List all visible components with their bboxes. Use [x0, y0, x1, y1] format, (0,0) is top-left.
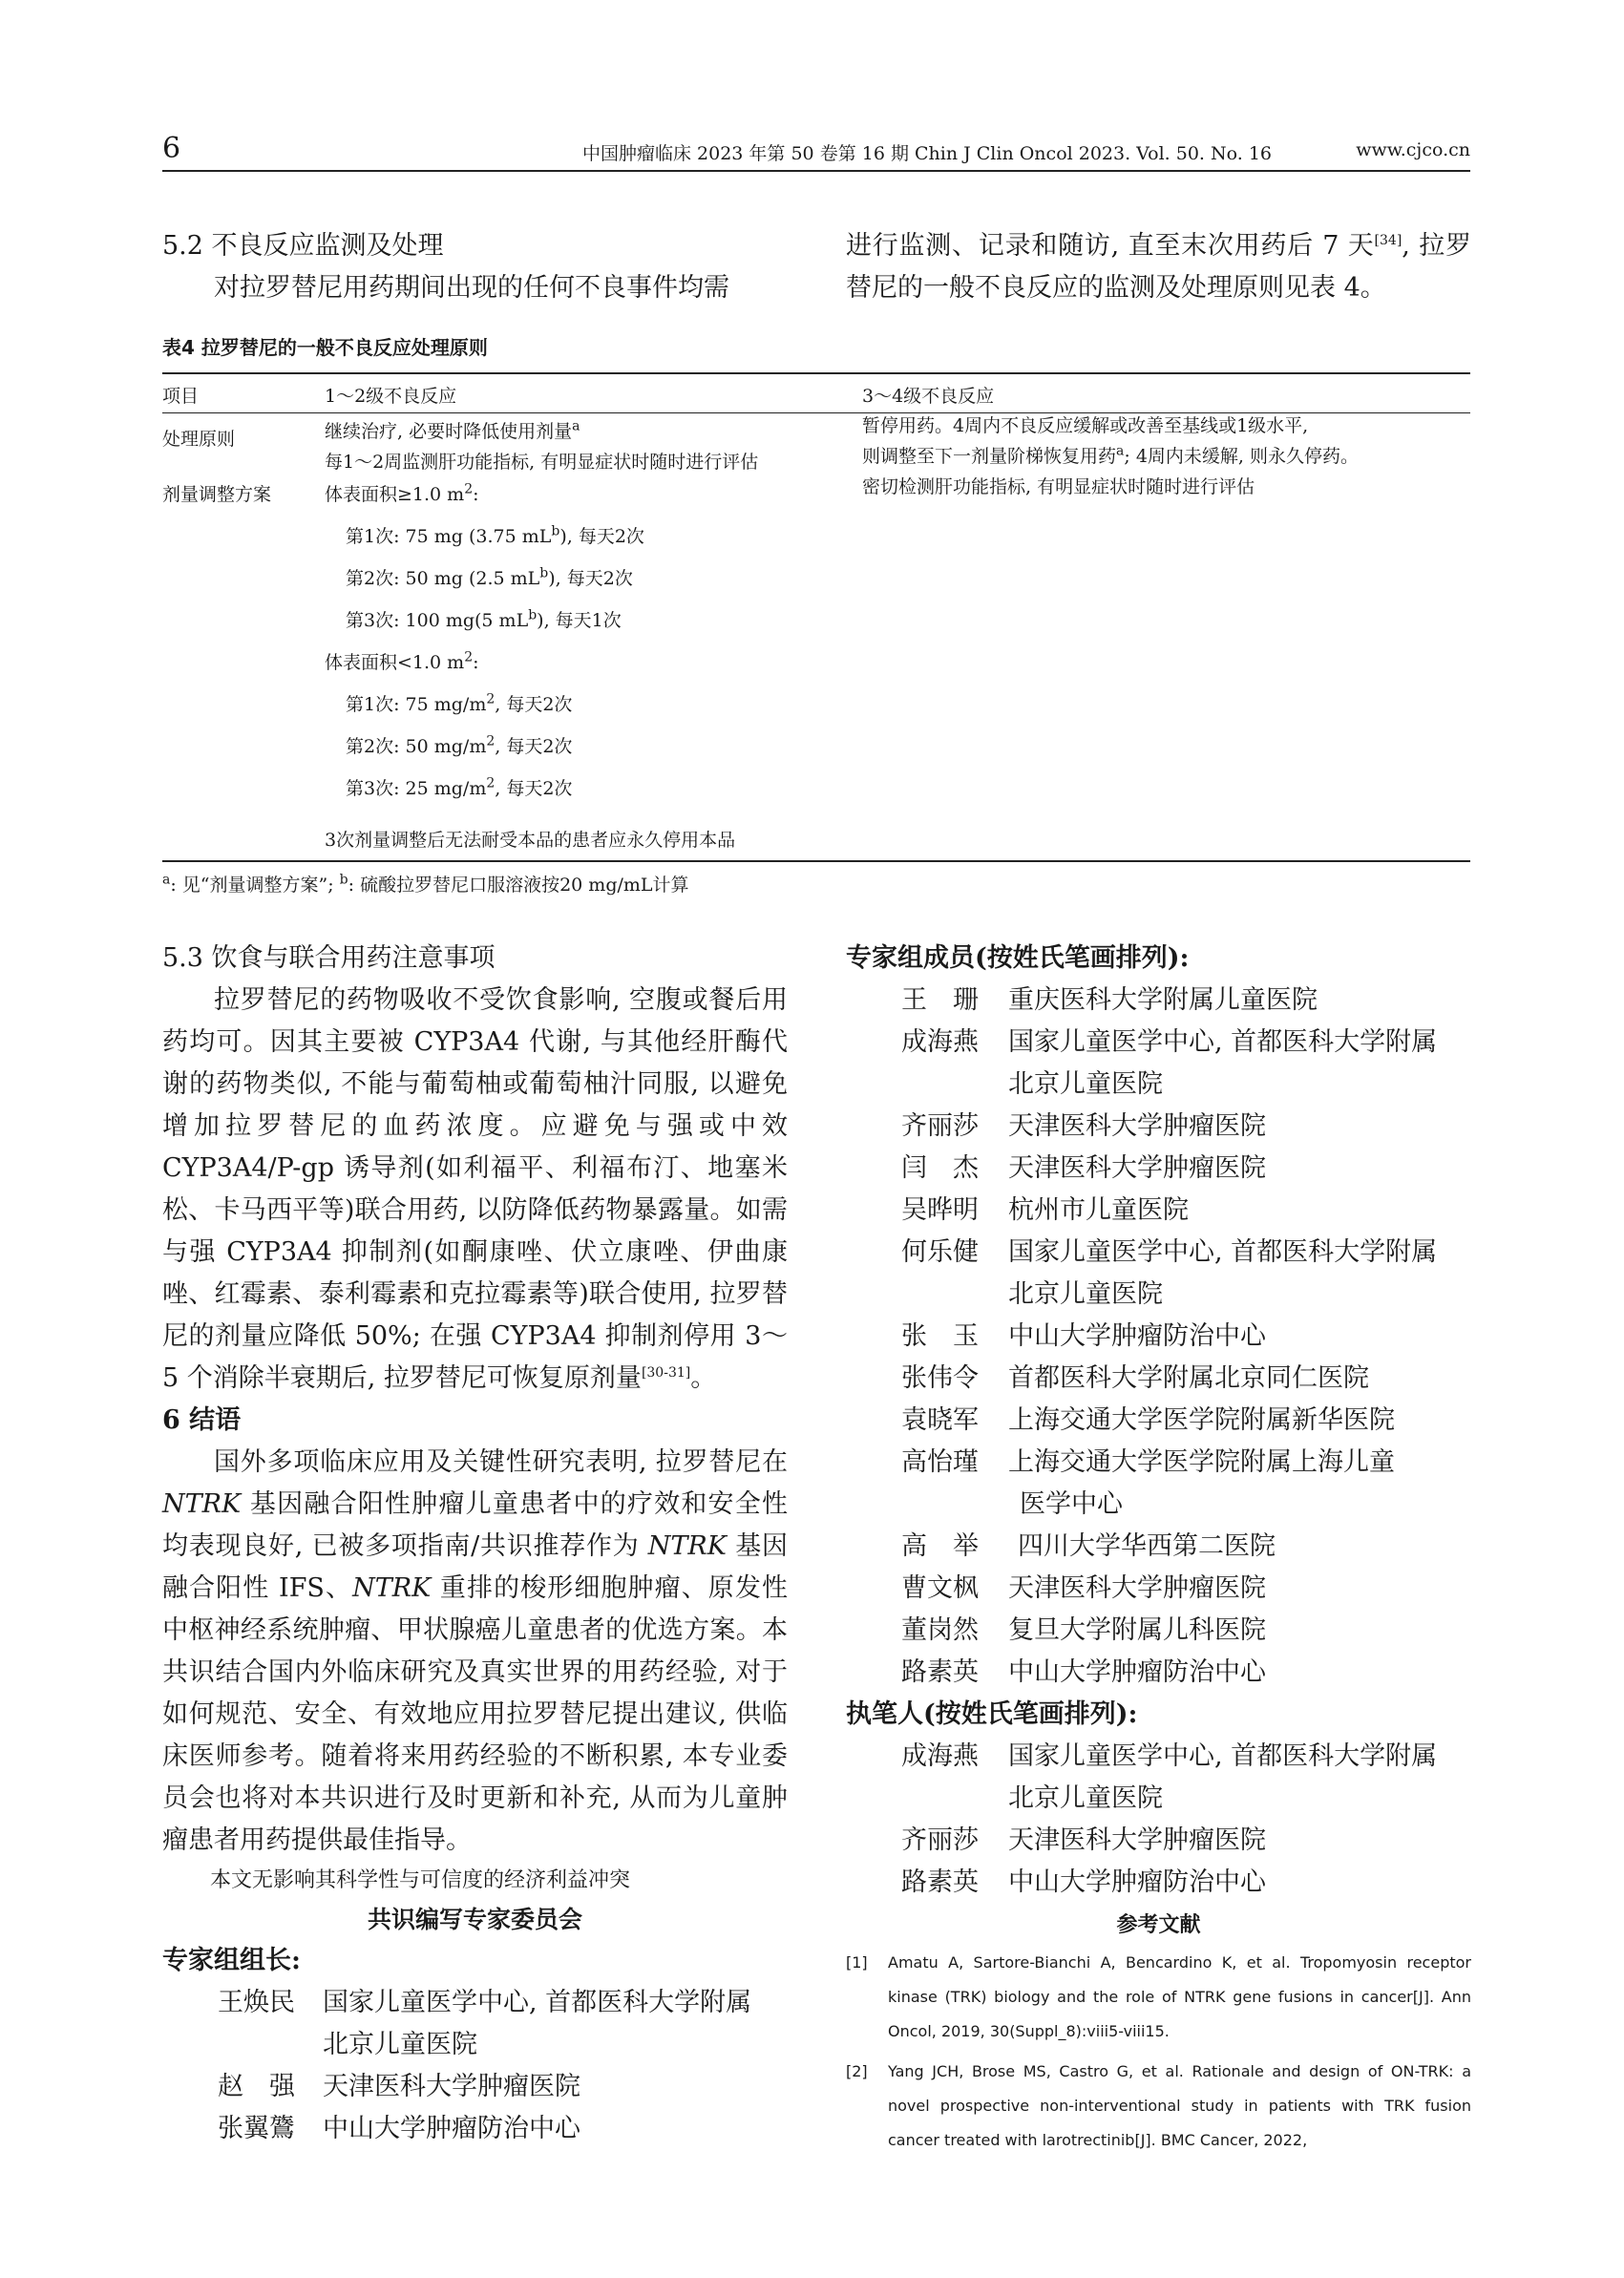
journal-citation: 中国肿瘤临床 2023 年第 50 卷第 16 期 Chin J Clin Oncol 2023. Vol. 50. No. 16: [582, 143, 1272, 164]
column-header: 3～4级不良反应: [862, 386, 995, 407]
writers-heading: 执笔人(按姓氏笔画排列):: [846, 1699, 1138, 1729]
table-cell: 第2次: 50 $mg/m^2$, 每天2次: [346, 733, 573, 757]
reference-item: [2] Yang JCH, Brose MS, Castro G, et al. Rationale and design of ON-TRK: a novel prospective non-interventional study in patients with TRK fusion cancer treated with larotrectinib[J]. BMC Cancer, 2022,: [846, 2062, 1471, 2149]
member-entry: 曹文枫 天津医科大学肿瘤医院: [901, 1573, 1266, 1603]
table-cell: 体表面积<1.0 $m^2$:: [325, 649, 479, 673]
table-cell: 第3次: 25 $mg/m^2$, 每天2次: [346, 775, 573, 799]
references-heading: 参考文献: [1116, 1912, 1201, 1937]
table-cell: 暂停用药。4周内不良反应缓解或改善至基线或1级水平,: [862, 415, 1309, 436]
member-entry: 齐丽莎 天津医科大学肿瘤医院: [901, 1111, 1266, 1141]
table-footnote: $^a$: 见“剂量调整方案”; $^b$: 硫酸拉罗替尼口服溶液按20 mg/mL计算: [162, 872, 689, 896]
table-cell: 第2次: 50 mg (2.5 $mL^b$), 每天2次: [346, 565, 633, 589]
section-heading-6: 6 结语: [162, 1405, 242, 1435]
section-5-2-right: [846, 225, 1471, 309]
table-cell: 3次剂量调整后无法耐受本品的患者应永久停用本品: [325, 830, 736, 851]
writer-entry: 成海燕 国家儿童医学中心, 首都医科大学附属: [901, 1741, 1438, 1771]
writer-entry: 齐丽莎 天津医科大学肿瘤医院: [901, 1825, 1266, 1855]
leader-entry: 张翼鷟 中山大学肿瘤防治中心: [218, 2114, 580, 2143]
row-label: 处理原则: [162, 429, 236, 450]
section-heading-5-3: 5.3 饮食与联合用药注意事项: [162, 943, 496, 973]
table-cell: 密切检测肝功能指标, 有明显症状时随时进行评估: [862, 476, 1255, 497]
member-entry: 高 举 四川大学华西第二医院: [901, 1531, 1276, 1561]
member-entry: 吴晔明 杭州市儿童医院: [901, 1195, 1189, 1225]
section-5-2-left: [162, 225, 788, 309]
leaders-heading: 专家组组长:: [162, 1946, 301, 1975]
member-entry-cont: 北京儿童医院: [1008, 1069, 1163, 1099]
citation[interactable]: [30-31]: [641, 1365, 691, 1381]
column-header: 项目: [162, 386, 200, 407]
member-entry: 董岗然 复旦大学附属儿科医院: [901, 1615, 1266, 1645]
citation[interactable]: [34]: [1374, 233, 1403, 248]
member-entry-cont: 医学中心: [1020, 1489, 1123, 1519]
running-header: [162, 132, 1470, 172]
journal-url: www.cjco.cn: [1356, 139, 1470, 160]
table-cell: 第1次: 75 $mg/m^2$, 每天2次: [346, 691, 573, 715]
member-entry: 张伟令 首都医科大学附属北京同仁医院: [901, 1363, 1369, 1393]
table-header-row: [162, 374, 1470, 413]
leader-entry-cont: 北京儿童医院: [323, 2030, 477, 2059]
paragraph: 国外多项临床应用及关键性研究表明, 拉罗替尼在 NTRK 基因融合阳性肿瘤儿童患者中的疗效和安全性均表现良好, 已被多项指南/共识推荐作为 NTRK 基因融合阳性 IFS、NTRK 重排的梭形细胞肿瘤、原发性中枢神经系统肿瘤、甲状腺癌儿童患者的优选方案。本共识结合国内外临床研究及真实世界的用药经验, 对于如何规范、安全、有效地应用拉罗替尼提出建议, 供临床医师参考。随着将来用药经验的不断积累, 本专业委员会也将对本共识进行及时更新和补充, 从而为儿童肿瘤患者用药提供最佳指导。: [162, 1447, 788, 1855]
reference-item: [1] Amatu A, Sartore-Bianchi A, Bencardino K, et al. Tropomyosin receptor kinase (TRK) biology and the role of NTRK gene fusions in cancer[J]. Ann Oncol, 2019, 30(Suppl_8):viii5-viii15.: [846, 1953, 1471, 2040]
writer-entry: 路素英 中山大学肿瘤防治中心: [901, 1867, 1266, 1897]
column-header: 1～2级不良反应: [325, 386, 457, 407]
row-label: 剂量调整方案: [162, 484, 272, 505]
section-heading-5-2: 5.2 不良反应监测及处理: [162, 231, 444, 261]
member-entry: 王 珊 重庆医科大学附属儿童医院: [901, 985, 1318, 1015]
member-entry: 袁晓军 上海交通大学医学院附属新华医院: [901, 1405, 1395, 1435]
writer-entry-cont: 北京儿童医院: [1008, 1783, 1163, 1813]
page-number: 6: [162, 132, 181, 165]
table-cell: 第3次: 100 mg(5 $mL^b$), 每天1次: [346, 607, 622, 631]
paragraph: 拉罗替尼的药物吸收不受饮食影响, 空腹或餐后用药均可。因其主要被 CYP3A4 代谢, 与其他经肝酶代谢的药物类似, 不能与葡萄柚或葡萄柚汁同服, 以避免增加拉罗替尼的血药浓度。应避免与强或中效CYP3A4/P-gp 诱导剂(如利福平、利福布汀、地塞米松、卡马西平等)联合用药, 以防降低药物暴露量。如需与强 CYP3A4 抑制剂(如酮康唑、伏立康唑、伊曲康唑、红霉素、泰利霉素和克拉霉素等)联合使用, 拉罗替尼的剂量应降低 50%; 在强 CYP3A4 抑制剂停用 3～5 个消除半衰期后, 拉罗替尼可恢复原剂量[30-31]。: [162, 985, 788, 1393]
member-entry: 路素英 中山大学肿瘤防治中心: [901, 1657, 1266, 1687]
left-column-lower: [162, 938, 788, 2150]
member-entry: 何乐健 国家儿童医学中心, 首都医科大学附属: [901, 1237, 1438, 1267]
leader-entry: 王焕民 国家儿童医学中心, 首都医科大学附属: [218, 1988, 752, 2017]
conflict-of-interest: 本文无影响其科学性与可信度的经济利益冲突: [210, 1868, 631, 1892]
table-caption: 表4 拉罗替尼的一般不良反应处理原则: [162, 336, 488, 359]
members-heading: 专家组成员(按姓氏笔画排列):: [846, 943, 1190, 973]
table-cell: 则调整至下一剂量阶梯恢复用药$^a$; 4周内未缓解, 则永久停药。: [862, 443, 1359, 467]
table-cell: 每1～2周监测肝功能指标, 有明显症状时随时进行评估: [325, 452, 759, 473]
leader-entry: 赵 强 天津医科大学肿瘤医院: [218, 2072, 580, 2101]
right-column-lower: [846, 938, 1471, 2158]
member-entry: 张 玉 中山大学肿瘤防治中心: [901, 1321, 1266, 1351]
member-entry: 高怡瑾 上海交通大学医学院附属上海儿童: [901, 1447, 1395, 1477]
table-cell: 继续治疗, 必要时降低使用剂量$^a$: [325, 418, 580, 442]
table-4: [162, 372, 1470, 862]
paragraph: 对拉罗替尼用药期间出现的任何不良事件均需: [214, 273, 729, 303]
member-entry: 成海燕 国家儿童医学中心, 首都医科大学附属: [901, 1027, 1438, 1057]
member-entry-cont: 北京儿童医院: [1008, 1279, 1163, 1309]
table-cell: 体表面积≥1.0 $m^2$:: [325, 481, 479, 505]
table-cell: 第1次: 75 mg (3.75 $mL^b$), 每天2次: [346, 523, 644, 547]
table-body: [162, 413, 1470, 860]
committee-title: 共识编写专家委员会: [367, 1906, 582, 1933]
member-entry: 闫 杰 天津医科大学肿瘤医院: [901, 1153, 1266, 1183]
paragraph: 进行监测、记录和随访, 直至末次用药后 7 天[34], 拉罗替尼的一般不良反应的监测及处理原则见表 4。: [846, 231, 1471, 303]
